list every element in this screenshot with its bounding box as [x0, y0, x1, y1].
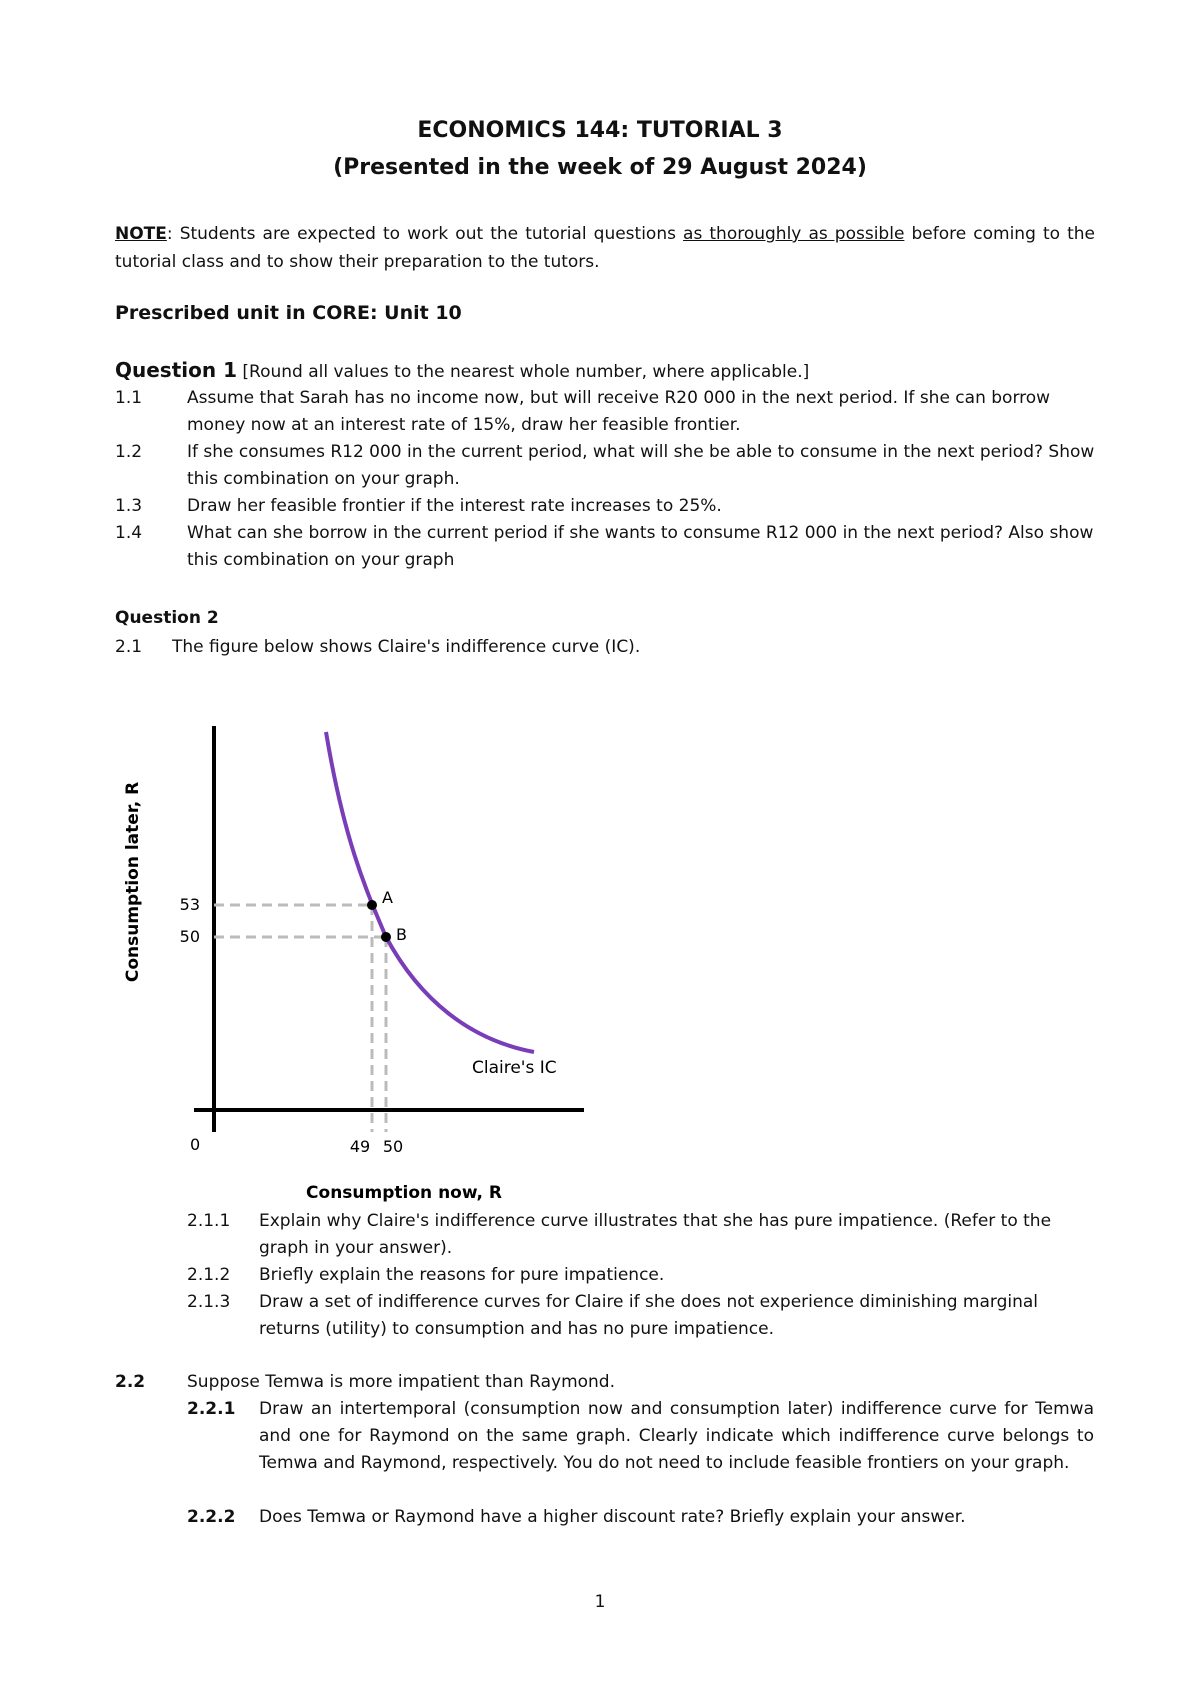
note-text-before: : Students are expected to work out the tutorial questions — [166, 224, 684, 244]
x-tick-49: 49 — [349, 1137, 371, 1156]
q2-intro-num: 2.1 — [115, 637, 143, 657]
origin-label: 0 — [190, 1135, 201, 1154]
q21-subitem-num: 2.1.3 — [187, 1292, 231, 1312]
question1-instruction: [Round all values to the nearest whole number, where applicable.] — [236, 362, 810, 382]
point-b-label: B — [396, 925, 407, 944]
y-axis-title: Consumption later, R — [123, 781, 143, 983]
x-axis-title: Consumption now, R — [306, 1183, 502, 1203]
point-a-label: A — [382, 888, 393, 907]
q22-num: 2.2 — [115, 1372, 146, 1392]
document-title: ECONOMICS 144: TUTORIAL 3 — [417, 118, 783, 143]
claire-ic-curve — [326, 732, 534, 1052]
note-text-after: before coming to the tutorial class and to show their preparation to the tutors. — [115, 224, 1095, 272]
x-tick-50: 50 — [382, 1137, 404, 1156]
point-b — [381, 932, 391, 942]
q22-subitem-text: Does Temwa or Raymond have a higher discount rate? Briefly explain your answer. — [259, 1507, 966, 1527]
q22-subitem-text: Draw an intertemporal (consumption now and consumption later) indifference curve for Temwa and one for Raymond on the same graph. Clearly indicate which indifference curve belongs to Temwa and Raymond, respectively. You do not need to include feasible frontiers on your graph. — [259, 1399, 1094, 1473]
q21-subitem-num: 2.1.2 — [187, 1265, 231, 1285]
document-subtitle: (Presented in the week of 29 August 2024) — [333, 155, 867, 180]
q1-item-text: Assume that Sarah has no income now, but will receive R20 000 in the next period. If she can borrow money now at an interest rate of 15%, draw her feasible frontier. — [187, 388, 1051, 435]
q22-text: Suppose Temwa is more impatient than Raymond. — [187, 1372, 615, 1392]
question1-title: Question 1 — [115, 358, 237, 382]
q22-subitem-num: 2.2.2 — [187, 1507, 236, 1527]
prescribed-unit: Prescribed unit in CORE: Unit 10 — [115, 302, 462, 324]
question2-title: Question 2 — [115, 608, 219, 628]
y-tick-53: 53 — [179, 895, 200, 914]
q1-item-num: 1.2 — [115, 442, 143, 462]
q1-item-num: 1.3 — [115, 496, 143, 516]
note-label: NOTE — [115, 224, 167, 244]
y-tick-50: 50 — [179, 927, 200, 946]
q21-subitem-text: Draw a set of indifference curves for Claire if she does not experience diminishing marginal returns (utility) to consumption and has no pure impatience. — [259, 1292, 1039, 1339]
point-a — [367, 900, 377, 910]
curve-label: Claire's IC — [472, 1058, 557, 1078]
q1-item-text: What can she borrow in the current period if she wants to consume R12 000 in the next period? Also show this combination on your graph — [187, 523, 1094, 570]
q21-subitem-text: Explain why Claire's indifference curve illustrates that she has pure impatience. (Refer to the graph in your answer). — [259, 1211, 1052, 1258]
q21-subitem-text: Briefly explain the reasons for pure impatience. — [259, 1265, 665, 1285]
note-paragraph — [115, 220, 1095, 276]
note-underlined: as thoroughly as possible — [683, 224, 905, 244]
q1-item-num: 1.1 — [115, 388, 143, 408]
q21-subitem-num: 2.1.1 — [187, 1211, 231, 1231]
q22-subitem-num: 2.2.1 — [187, 1399, 236, 1419]
q1-item-text: If she consumes R12 000 in the current period, what will she be able to consume in the next period? Show this combination on your graph. — [187, 442, 1095, 489]
question1-heading — [115, 358, 809, 382]
q1-item-num: 1.4 — [115, 523, 143, 543]
q2-intro-text: The figure below shows Claire's indifference curve (IC). — [172, 637, 641, 657]
indifference-curve-chart — [110, 700, 630, 1220]
q1-item-text: Draw her feasible frontier if the interest rate increases to 25%. — [187, 496, 722, 516]
page-number: 1 — [594, 1592, 606, 1612]
